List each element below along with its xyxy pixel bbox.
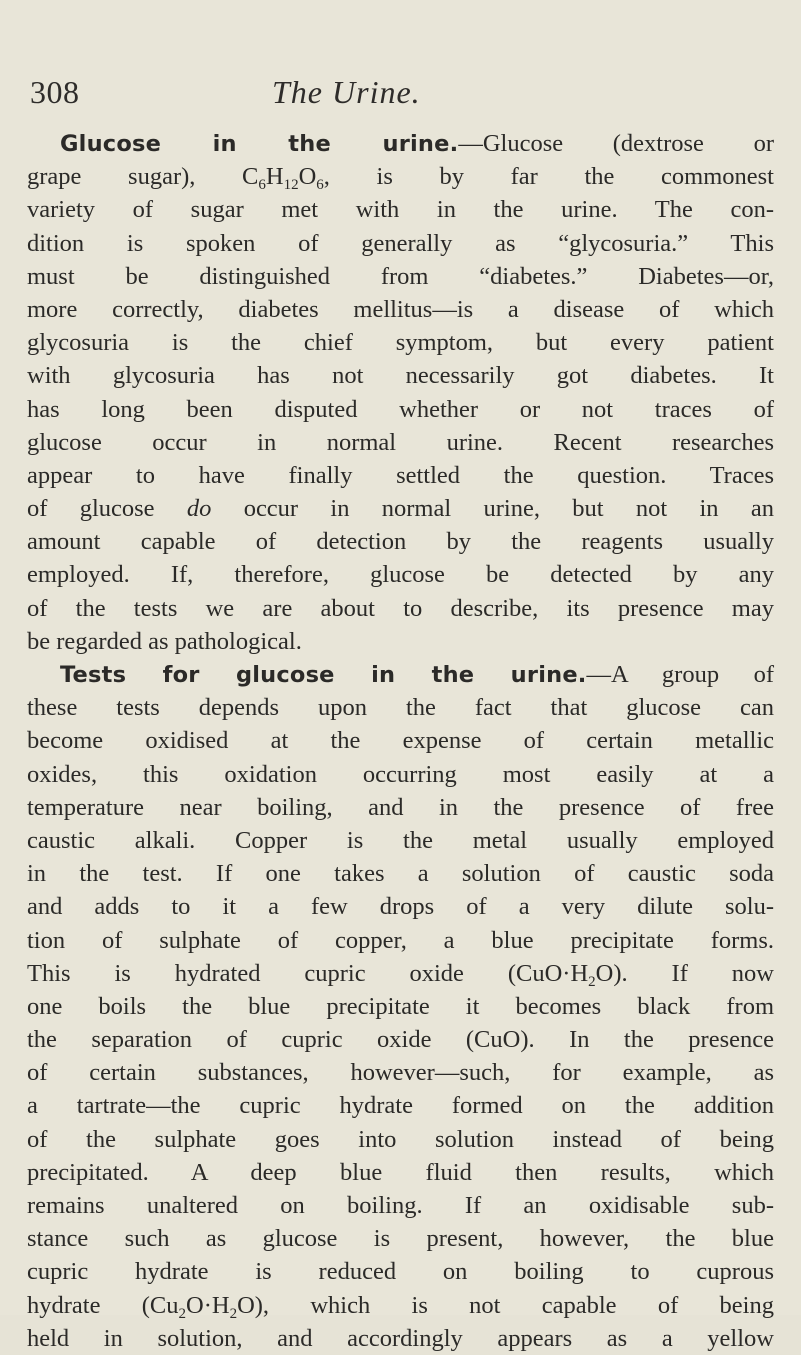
text-line: held in solution, and accordingly appears as a yellow (27, 1324, 774, 1352)
text-line: This is hydrated cupric oxide $(CuO\cdot H_2O)$. If now (27, 959, 774, 990)
text-line: Glucose in the urine.—Glucose (dextrose or (60, 130, 774, 157)
text-line: amount capable of detection by the reagents usually (27, 528, 774, 556)
text-line: employed. If, therefore, glucose be detected by any (27, 561, 774, 589)
text-line: appear to have finally settled the question. Traces (27, 461, 774, 489)
text-line: precipitated. A deep blue fluid then results, which (27, 1158, 774, 1186)
running-head (30, 74, 790, 114)
text-line: of certain substances, however—such, for example, as (27, 1059, 774, 1087)
text-line: stance such as glucose is present, however, the blue (27, 1225, 774, 1253)
text-line: become oxidised at the expense of certain metallic (27, 727, 774, 755)
text-line: of the tests we are about to describe, its presence may (27, 594, 774, 622)
text-line: more correctly, diabetes mellitus—is a disease of which (27, 295, 774, 323)
section-heading-glucose: Glucose in the urine. (60, 131, 459, 157)
text-line: temperature near boiling, and in the presence of free (27, 793, 774, 821)
text-line: tion of sulphate of copper, a blue precipitate forms. (27, 926, 774, 954)
text-line: in the test. If one takes a solution of caustic soda (27, 860, 774, 888)
text-line: Tests for glucose in the urine.—A group of (60, 661, 774, 688)
section-heading-tests: Tests for glucose in the urine. (60, 662, 587, 688)
page-number: 308 (30, 74, 80, 110)
text-line: these tests depends upon the fact that glucose can (27, 694, 774, 722)
running-title: The Urine. (272, 74, 421, 110)
text-line: oxides, this oxidation occurring most easily at a (27, 760, 774, 788)
text-line: a tartrate—the cupric hydrate formed on the addition (27, 1092, 774, 1120)
text-line: caustic alkali. Copper is the metal usually employed (27, 826, 774, 854)
emphasis: do (186, 495, 212, 523)
text-line: one boils the blue precipitate it becomes black from (27, 992, 774, 1020)
text-line: glycosuria is the chief symptom, but every patient (27, 329, 774, 357)
text-line: dition is spoken of generally as “glycosuria.” This (27, 229, 774, 257)
body-text (27, 127, 774, 1355)
text-line: of glucose do occur in normal urine, but not in an (27, 495, 774, 523)
text-line: has long been disputed whether or not traces of (27, 395, 774, 423)
text-line: with glycosuria has not necessarily got diabetes. It (27, 362, 774, 390)
text-line: be regarded as pathological. (27, 627, 302, 655)
text-line: grape sugar), $C_6H_{12}O_6$, is by far the commonest (27, 163, 774, 194)
text-line: glucose occur in normal urine. Recent researches (27, 428, 774, 456)
text-line: of the sulphate goes into solution instead of being (27, 1125, 774, 1153)
text-line: variety of sugar met with in the urine. The con- (27, 196, 774, 224)
text-line: cupric hydrate is reduced on boiling to cuprous (27, 1258, 774, 1286)
text-line: must be distinguished from “diabetes.” Diabetes—or, (27, 262, 774, 290)
text-line: and adds to it a few drops of a very dilute solu- (27, 893, 774, 921)
text-line: remains unaltered on boiling. If an oxidisable sub- (27, 1192, 774, 1219)
text-line: the separation of cupric oxide (CuO). In the presence (27, 1026, 774, 1054)
text-line: hydrate $(Cu_2O\cdot H_2O)$, which is not capable of being (27, 1291, 774, 1322)
